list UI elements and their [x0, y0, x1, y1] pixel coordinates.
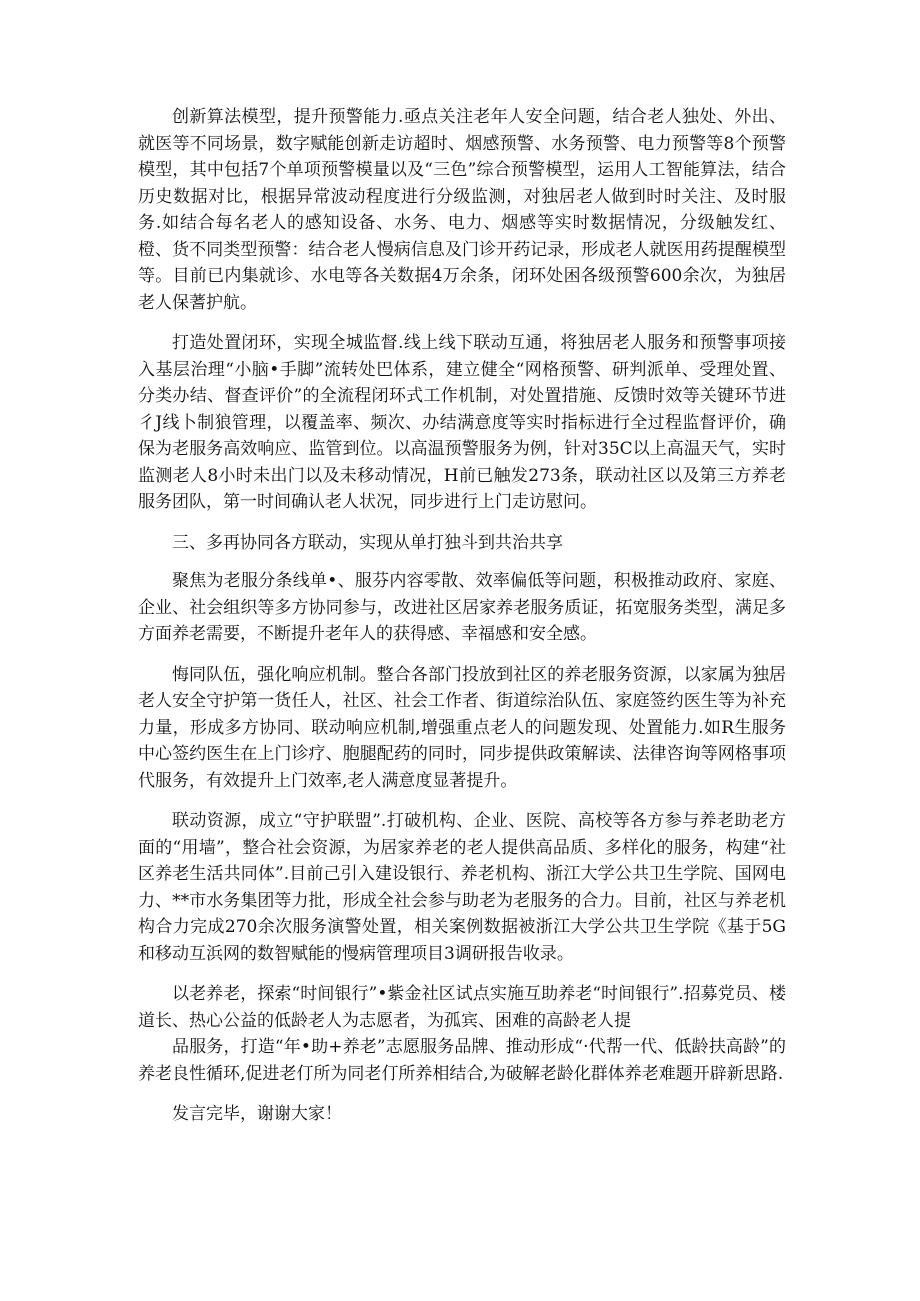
paragraph-time-bank-continued: 品服务，打造“年•助+养老”志愿服务品牌、推动形成“·代帮一代、低龄扶高龄”的养老良性循环,促进老仃所为同老仃所养相结合,为破解老龄化群体养老难题开辟新思路. — [138, 1037, 786, 1084]
document-body — [138, 104, 786, 1142]
paragraph-algorithm-model: 创新算法模型，提升预警能力.亟点关注老年人安全问题，结合老人独处、外出、就医等不同场景，数字赋能创新走访超时、烟感预警、水务预警、电力预警等8个预警模型，其中包括7个单项预警模量以及“三色”综合预警模型，运用人工智能算法，结合历史数据对比，根据异常波动程度进行分级监测，对独居老人做到时时关注、及时服务.如结合每名老人的感知设备、水务、电力、烟感等实时数据情况，分级触发红、橙、货不同类型预警：结合老人慢病信息及门诊开药记录，形成老人就医用药提醒模型等。目前已内集就诊、水电等各关数据4万余条，闭环处困各级预警600余次，为独居老人保蓍护航。 — [138, 107, 786, 313]
paragraph-closing: 发言完毕，谢谢大家！ — [172, 1104, 342, 1124]
paragraph-team: 悔同队伍，强化响应机制。整合各部门投放到社区的养老服务资源，以家属为独居老人安全守护第一货任人，社区、社会工作者、街道综治队伍、家庭签约医生等为补充力量，形成多方协同、联动响应机制,增强重点老人的问题发现、处置能力.如R生服务中心签约医生在上门诊疗、胞腿配药的同时，同步提供政策解读、法律咨询等网格事项代服务，有效提升上门效率,老人满意度显著提升。 — [138, 664, 786, 791]
paragraph-focus: 聚焦为老服分条线单•、服芬内容零散、效率偏低等问题，积极推动政府、家庭、企业、社会组织等多方协同参与，改进社区居家养老服务质证，拓宽服务类型，满足多方面养老需要，不断提升老年人的获得感、幸福感和安全感。 — [138, 571, 786, 644]
paragraph-closed-loop: 打造处置闭环，实现全城监督.线上线下联动互通，将独居老人服务和预警事项接入基层治理“小脑•手脚”流转处巴体系，建立健全“网格预警、研判派单、受理处置、分类办结、督查评价”的全流程闭环式工作机制，对处置措施、反馈时效等关键环节进彳J线卜制狼管理，以覆盖率、频次、办结满意度等实时指标进行全过程监督评价，确保为老服务高效响应、监管到位。以高温预警服务为例，针对35C以上高温天气，实时监测老人8小时未出门以及未移动情况，H前已触发273条，联动社区以及第三方养老服务团队，第一时间确认老人状况，同步进行上门走访慰问。 — [138, 333, 786, 512]
section-heading-3: 三、多再协同各方联动，实现从单打独斗到共治共享 — [172, 532, 563, 553]
paragraph-resources: 联动资源，成立“守护联盟”.打破机构、企业、医院、高校等各方参与养老助老方面的“用墙”，整合社会资源，为居家养老的老人提供高品质、多样化的服务，构建“社区养老生活共同体”.目前己引入建设银行、养老机构、浙江大学公共卫生学院、国网电力、**市水务集团等力批，形成全社会参与助老为老服务的合力。目前，社区与养老机构合力完成270余次服务演警处置，相关案例数据被浙江大学公共卫生学院《基于5G和移动互浜网的数智赋能的慢病管理项目3调研报告收录。 — [138, 811, 786, 964]
paragraph-time-bank: 以老养老，探索“时间银行”•紫金社区试点实施互助养老“时间银行”.招募党员、楼道长、热心公益的低龄老人为志愿者，为孤宾、困难的高龄老人提 — [138, 984, 786, 1031]
